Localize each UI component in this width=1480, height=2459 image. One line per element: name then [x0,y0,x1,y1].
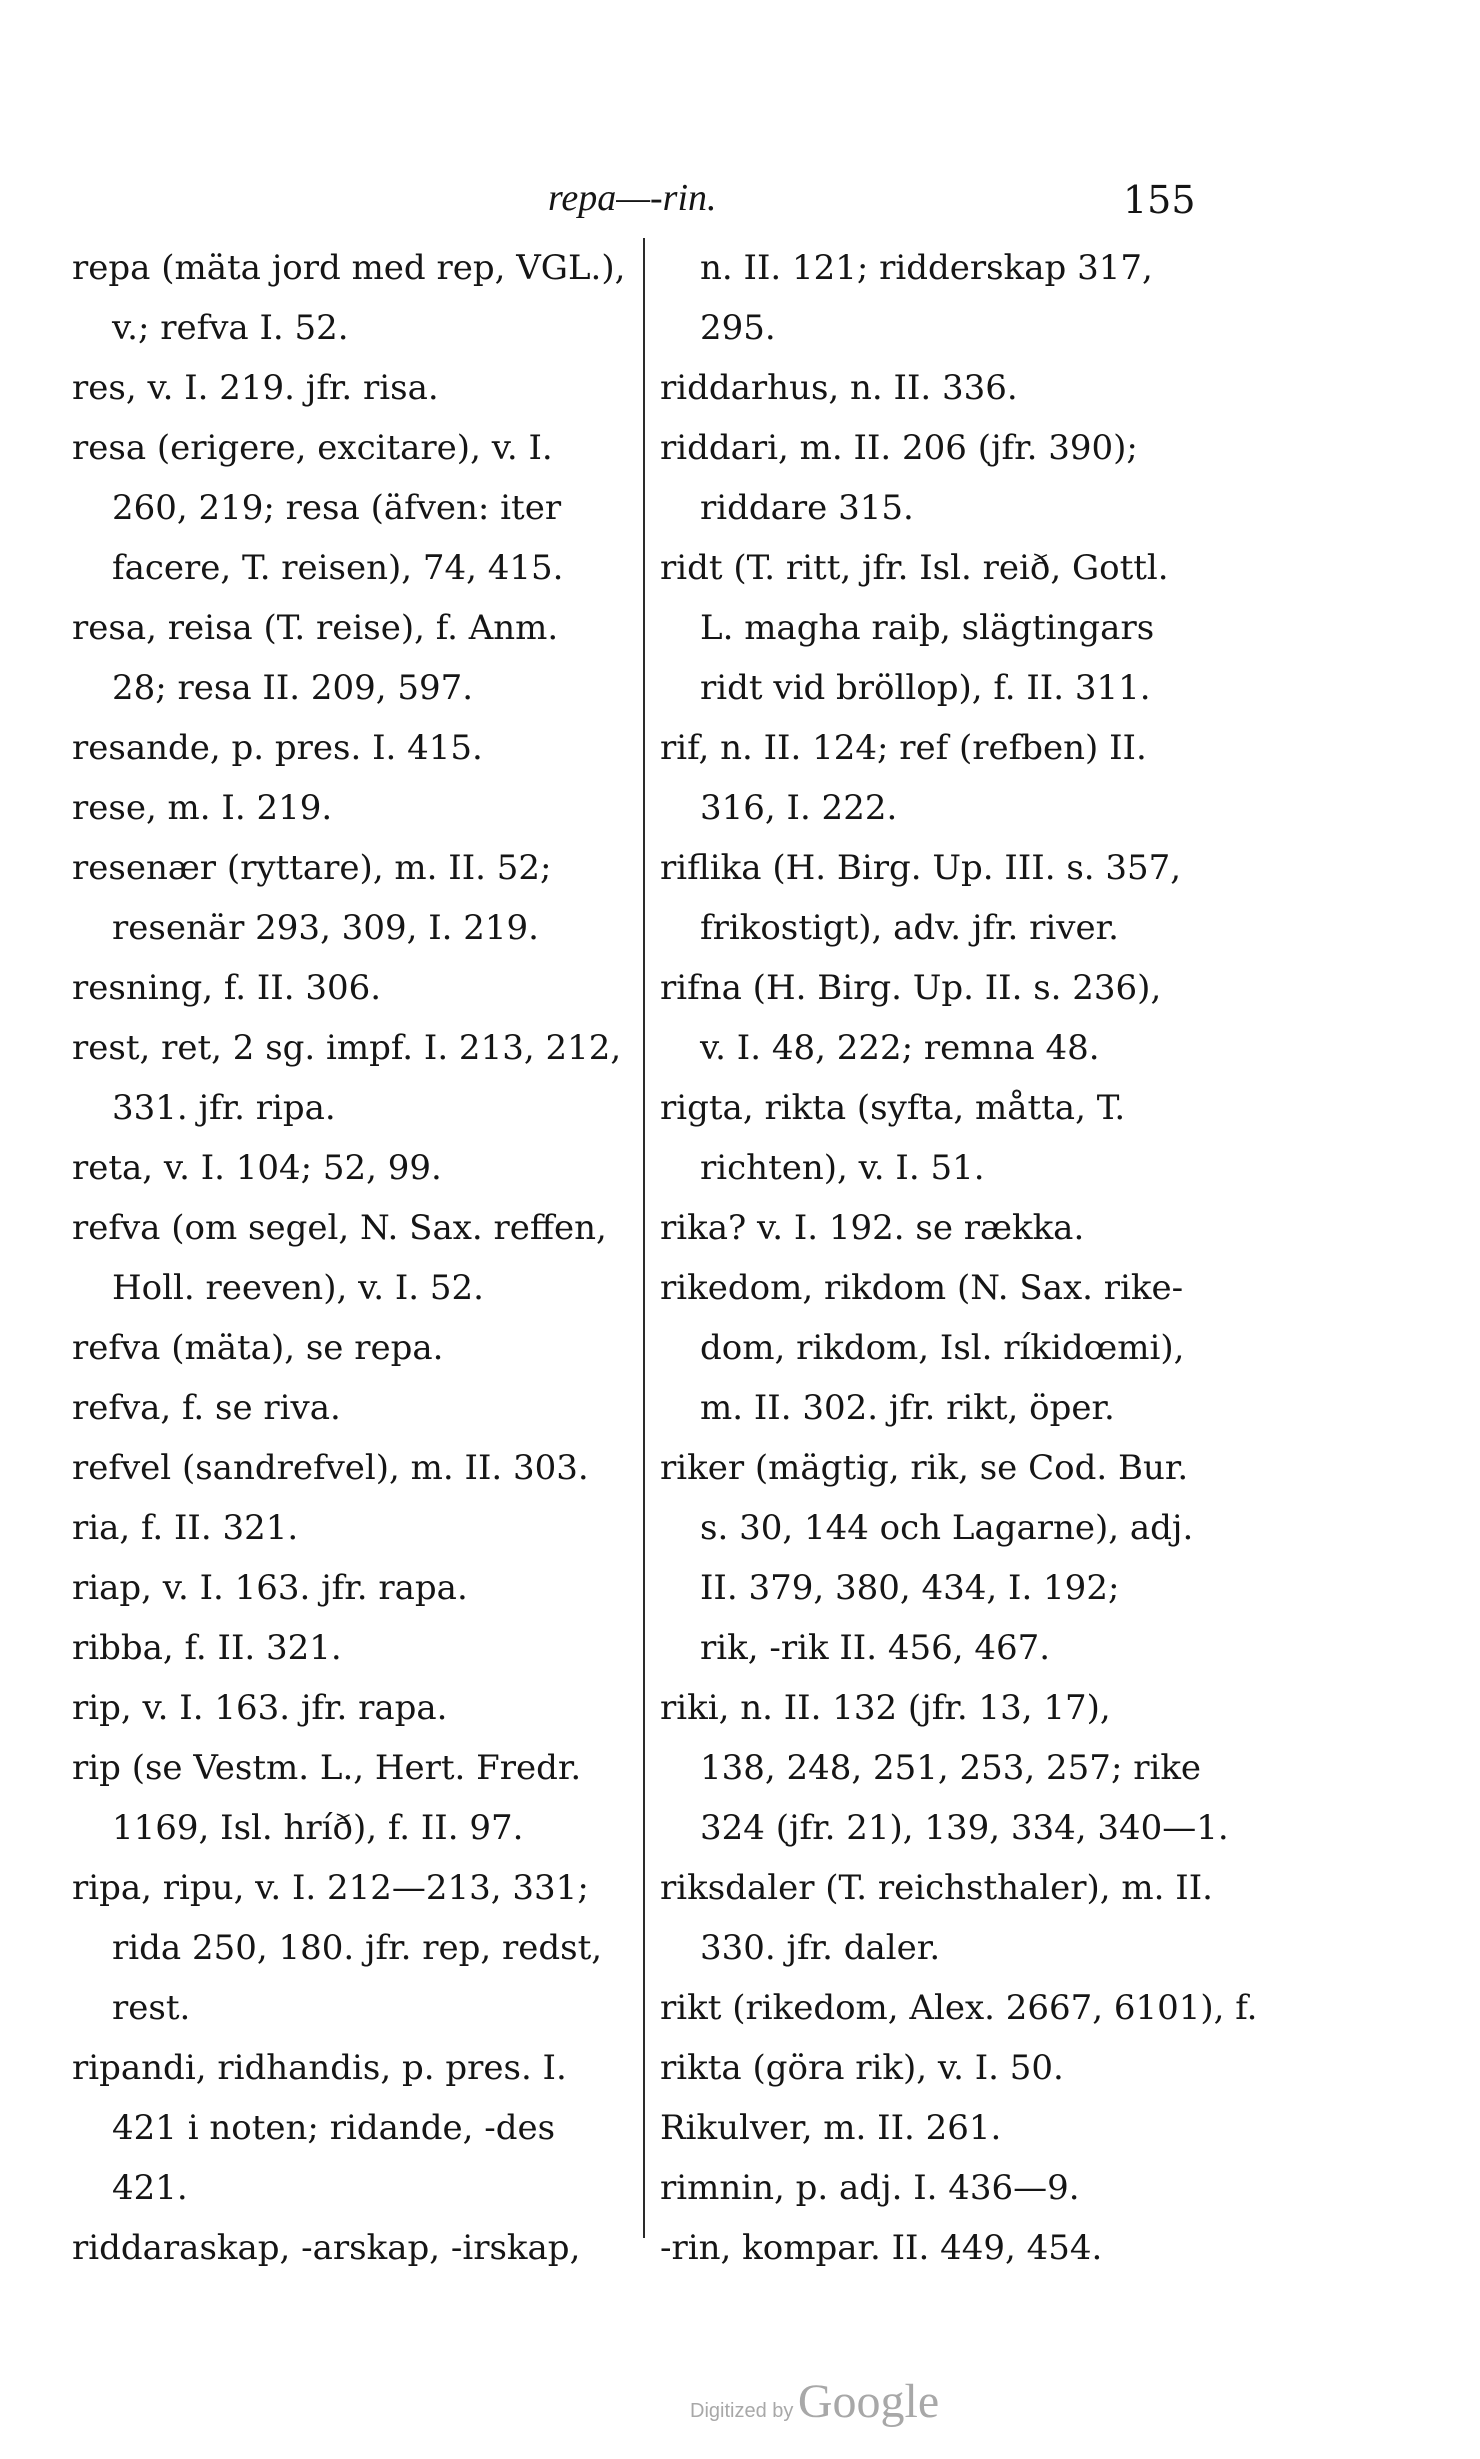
entry-line: s. 30, 144 och Lagarne), adj. [700,1508,1194,1548]
entry-line: repa (mäta jord med rep, VGL.), [72,248,626,288]
entry-line: m. II. 302. jfr. rikt, öper. [700,1388,1115,1428]
entry-line: II. 379, 380, 434, I. 192; [700,1568,1120,1608]
digitized-by-label: Digitized by [690,2400,794,2422]
entry-line: resande, p. pres. I. 415. [72,728,483,768]
entry-line: ribba, f. II. 321. [72,1628,342,1668]
entry-line: riddari, m. II. 206 (jfr. 390); [660,428,1138,468]
entry-line: Rikulver, m. II. 261. [660,2108,1002,2148]
entry-line: resa, reisa (T. reise), f. Anm. [72,608,559,648]
running-head: repa—-rin. [548,177,717,219]
entry-line: rikedom, rikdom (N. Sax. rike- [660,1268,1184,1308]
left-column [72,238,642,2278]
entry-line: riddaraskap, -arskap, -irskap, [72,2228,581,2268]
entry-line: riki, n. II. 132 (jfr. 13, 17), [660,1688,1111,1728]
entry-line: resenær (ryttare), m. II. 52; [72,848,552,888]
entry-line: rest, ret, 2 sg. impf. I. 213, 212, [72,1028,622,1068]
entry-line: 1169, Isl. hríð), f. II. 97. [112,1808,524,1848]
entry-line: resa (erigere, excitare), v. I. [72,428,553,468]
entry-line: ridt vid bröllop), f. II. 311. [700,668,1151,708]
entry-line: refva (mäta), se repa. [72,1328,444,1368]
entry-line: riddarhus, n. II. 336. [660,368,1018,408]
entry-line: 331. jfr. ripa. [112,1088,336,1128]
entry-line: v. I. 48, 222; remna 48. [700,1028,1100,1068]
digitization-watermark [690,2374,939,2429]
entry-line: 138, 248, 251, 253, 257; rike [700,1748,1202,1788]
entry-line: rifna (H. Birg. Up. II. s. 236), [660,968,1162,1008]
entry-line: rese, m. I. 219. [72,788,333,828]
entry-line: ripandi, ridhandis, p. pres. I. [72,2048,567,2088]
entry-line: rip, v. I. 163. jfr. rapa. [72,1688,448,1728]
entry-line: rest. [112,1988,191,2028]
entry-line: reta, v. I. 104; 52, 99. [72,1148,442,1188]
entry-line: rikt (rikedom, Alex. 2667, 6101), f. [660,1988,1258,2028]
entry-line: refva, f. se riva. [72,1388,341,1428]
entry-line: L. magha raiþ, slägtingars [700,608,1155,648]
entry-line: resning, f. II. 306. [72,968,382,1008]
entry-line: resenär 293, 309, I. 219. [112,908,539,948]
entry-line: rik, -rik II. 456, 467. [700,1628,1051,1668]
entry-line: facere, T. reisen), 74, 415. [112,548,564,588]
entry-line: 316, I. 222. [700,788,898,828]
entry-line: refvel (sandrefvel), m. II. 303. [72,1448,589,1488]
entry-line: rikta (göra rik), v. I. 50. [660,2048,1064,2088]
entry-line: rif, n. II. 124; ref (refben) II. [660,728,1147,768]
entry-line: rip (se Vestm. L., Hert. Fredr. [72,1748,582,1788]
right-column [660,238,1258,2278]
entry-line: res, v. I. 219. jfr. risa. [72,368,439,408]
entry-line: richten), v. I. 51. [700,1148,985,1188]
entry-line: 295. [700,308,776,348]
entry-line: -rin, kompar. II. 449, 454. [660,2228,1103,2268]
entry-line: ridt (T. ritt, jfr. Isl. reið, Gottl. [660,548,1169,588]
entry-line: dom, rikdom, Isl. ríkidœmi), [700,1328,1185,1368]
entry-line: refva (om segel, N. Sax. reffen, [72,1208,607,1248]
entry-line: frikostigt), adv. jfr. river. [700,908,1119,948]
entry-line: 260, 219; resa (äfven: iter [112,488,562,528]
entry-line: ripa, ripu, v. I. 212—213, 331; [72,1868,589,1908]
entry-line: 421. [112,2168,188,2208]
entry-line: riksdaler (T. reichsthaler), m. II. [660,1868,1213,1908]
entry-line: 421 i noten; ridande, -des [112,2108,556,2148]
entry-line: v.; refva I. 52. [112,308,349,348]
entry-line: n. II. 121; ridderskap 317, [700,248,1153,288]
entry-line: Holl. reeven), v. I. 52. [112,1268,484,1308]
entry-line: 330. jfr. daler. [700,1928,941,1968]
page-number: 155 [1123,178,1196,222]
entry-line: rigta, rikta (syfta, måtta, T. [660,1088,1126,1128]
entry-line: rida 250, 180. jfr. rep, redst, [112,1928,603,1968]
entry-line: rika? v. I. 192. se rækka. [660,1208,1085,1248]
entry-line: riflika (H. Birg. Up. III. s. 357, [660,848,1182,888]
entry-line: ria, f. II. 321. [72,1508,299,1548]
entry-line: riker (mägtig, rik, se Cod. Bur. [660,1448,1189,1488]
entry-line: riddare 315. [700,488,914,528]
entry-line: rimnin, p. adj. I. 436—9. [660,2168,1080,2208]
google-logo: Google [797,2375,940,2428]
entry-line: 28; resa II. 209, 597. [112,668,474,708]
entry-line: 324 (jfr. 21), 139, 334, 340—1. [700,1808,1229,1848]
column-divider [643,238,645,2238]
entry-line: riap, v. I. 163. jfr. rapa. [72,1568,468,1608]
